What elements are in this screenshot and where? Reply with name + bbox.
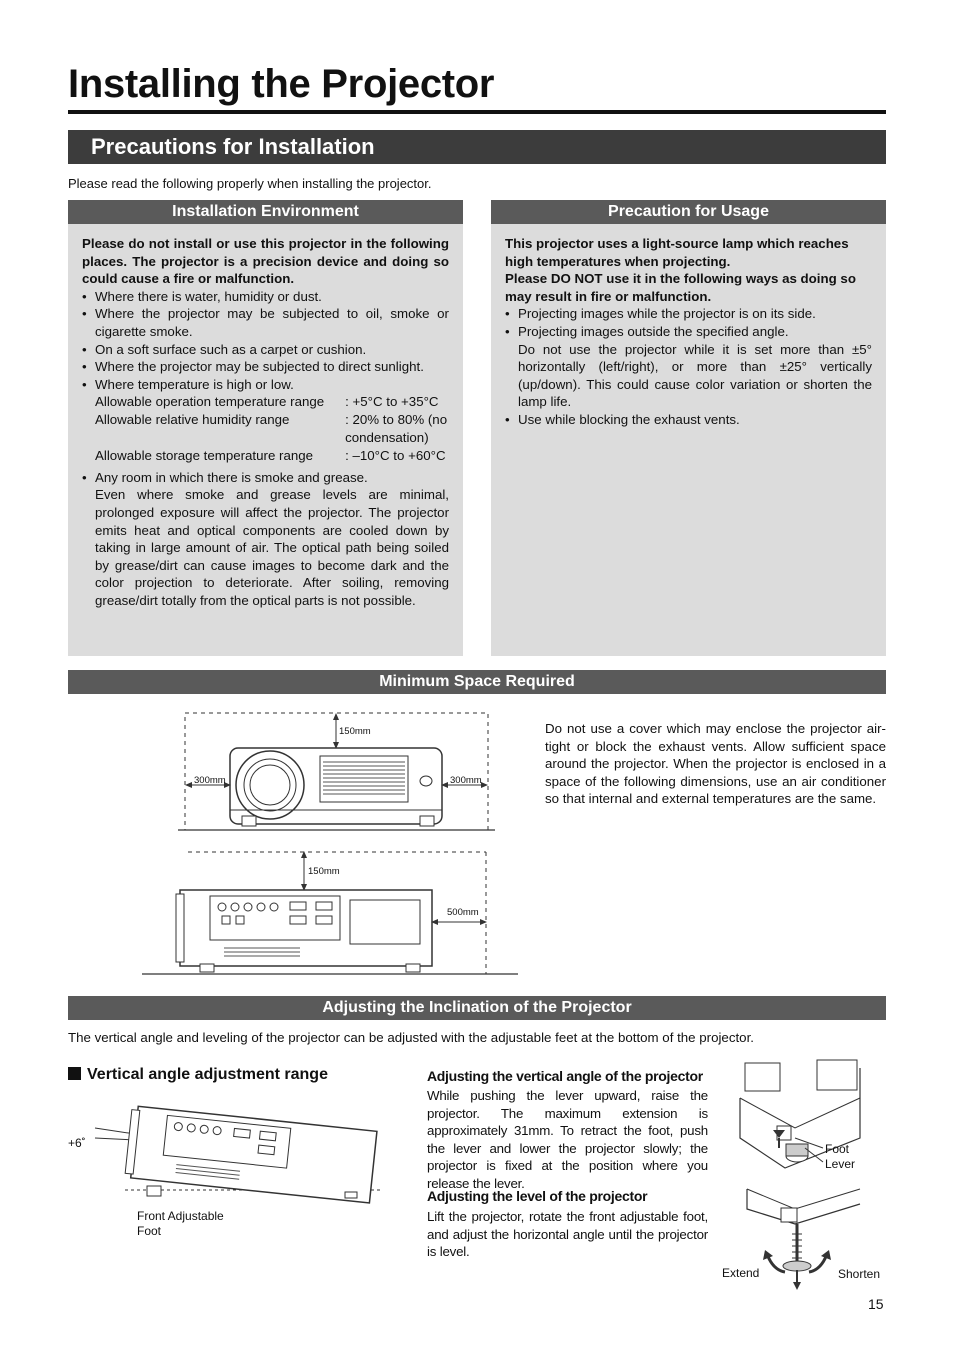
precaution-usage-heading: Precaution for Usage [491, 200, 886, 224]
title-rule [68, 110, 886, 114]
front-foot-label: Front Adjustable Foot [137, 1209, 224, 1238]
precaution-usage-box [491, 200, 886, 656]
lever-label: Lever [825, 1157, 856, 1171]
range-label: Allowable relative humidity range [95, 411, 290, 427]
minimum-space-heading: Minimum Space Required [68, 670, 886, 694]
range-label: Allowable operation temperature range [95, 394, 325, 410]
section-title: Precautions for Installation [68, 130, 886, 164]
list-item: • Use while blocking the exhaust vents. [505, 411, 872, 429]
angle-item: Projecting images outside the specified angle. [518, 323, 789, 339]
smoke-item: Any room in which there is smoke and grease. [95, 469, 368, 485]
list-item [505, 323, 872, 411]
list-item: • Projecting images while the projector is on its side. [505, 305, 872, 323]
list-item: • Where there is water, humidity or dust. [82, 288, 449, 306]
tilt-diagram [95, 1098, 395, 1208]
range-label: Allowable storage temperature range [95, 448, 314, 464]
front-top-dim: 150mm [339, 726, 371, 737]
front-left-dim: 300mm [194, 775, 226, 786]
vertical-adjust-text: While pushing the lever upward, raise the projector. The maximum extension is approximately 31mm. To retract the foot, push the lever and lower the projector slowly; the projector is fixed at the position where you release the lever. [427, 1088, 708, 1191]
front-right-dim: 300mm [450, 775, 482, 786]
page-number: 15 [868, 1296, 884, 1312]
usage-warning-1: This projector uses a light-source lamp which reaches high temperatures when projecting. [505, 236, 849, 269]
side-right-dim: 500mm [447, 907, 479, 918]
side-top-dim: 150mm [308, 866, 340, 877]
smoke-detail: Even where smoke and grease levels are minimal, prolonged exposure will affect the projector. The projector emits heat and optical components are cooled down by taking in large amount of air. The optical path being soiled by grease/dirt can cause images to become dark and the color projection to deteriorate. After soiling, removing grease/dirt totally from the optical parts is not possible. [95, 487, 449, 608]
range-value: : –10°C to +60°C [345, 448, 446, 464]
level-adjust-text: Lift the projector, rotate the front adjustable foot, and adjust the horizontal angle until the projector is level. [427, 1209, 708, 1260]
usage-warning-2: Please DO NOT use it in the following ways as doing so may result in fire or malfunction. [505, 271, 856, 304]
list-item: • On a soft surface such as a carpet or cushion. [82, 341, 449, 359]
list-item [82, 469, 449, 610]
foot-lever-label [825, 1142, 855, 1172]
usage-list [505, 305, 872, 428]
inclination-heading: Adjusting the Inclination of the Projector [68, 996, 886, 1020]
vertical-adjust-heading: Adjusting the vertical angle of the projector [427, 1068, 703, 1084]
minimum-space-text: Do not use a cover which may enclose the projector air-tight or block the exhaust vents. Allow sufficient space around the projector. When the projector is enclosed in a space of the following dimensions, use an air conditioner so that internal and external temperatures are the same. [545, 721, 886, 807]
range-value: : +5°C to +35°C [345, 394, 439, 410]
vertical-range-heading [68, 1066, 328, 1084]
angle-label: +6˚ [68, 1136, 86, 1150]
list-item: • Where temperature is high or low. [82, 376, 449, 394]
installation-environment-heading: Installation Environment [68, 200, 463, 224]
intro-text: Please read the following properly when installing the projector. [68, 176, 432, 191]
installation-warning: Please do not install or use this projector in the following places. The projector is a precision device and doing so could cause a fire or malfunction. [82, 236, 449, 287]
installation-list [82, 288, 449, 394]
list-item: • Where the projector may be subjected to direct sunlight. [82, 358, 449, 376]
level-adjust-heading: Adjusting the level of the projector [427, 1188, 648, 1204]
range-value: : 20% to 80% (no condensation) [345, 411, 448, 445]
temperature-table [95, 393, 449, 464]
installation-environment-box [68, 200, 463, 656]
list-item: • Where the projector may be subjected to oil, smoke or cigarette smoke. [82, 305, 449, 340]
angle-detail: Do not use the projector while it is set more than ±5° horizontally (left/right), or more than ±25° vertically (up/down). This could cause color variation or shorten the lamp life. [518, 341, 872, 410]
vertical-range-label: Vertical angle adjustment range [87, 1066, 328, 1083]
shorten-label: Shorten [838, 1267, 881, 1281]
page-title: Installing the Projector [68, 62, 495, 106]
foot-label: Foot [825, 1142, 850, 1156]
inclination-intro: The vertical angle and leveling of the projector can be adjusted with the adjustable feet at the bottom of the projector. [68, 1030, 754, 1045]
extend-label: Extend [722, 1266, 760, 1280]
square-bullet-icon [68, 1067, 81, 1080]
